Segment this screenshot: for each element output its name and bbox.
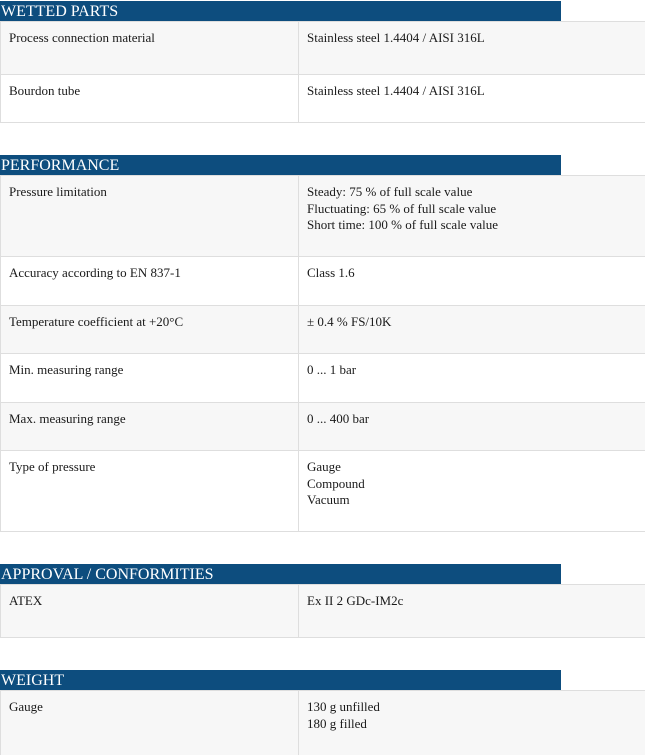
table-row [0,451,645,532]
table-approval-conformities [0,584,645,638]
row-value: ± 0.4 % FS/10K [307,314,392,329]
row-label: ATEX [0,585,299,637]
table-performance [0,175,645,532]
row-label: Max. measuring range [0,403,299,450]
row-value: Steady: 75 % of full scale value Fluctuating: 65 % of full scale value Short time: 100 % of full scale value [307,184,498,232]
table-row [0,75,645,123]
section-header-performance: PERFORMANCE [0,155,561,175]
row-value: Stainless steel 1.4404 / AISI 316L [307,83,485,98]
row-label: Gauge [0,691,299,755]
table-row [0,306,645,354]
row-label: Type of pressure [0,451,299,531]
table-weight [0,690,645,755]
row-value: 130 g unfilled 180 g filled [307,699,380,731]
row-value: Class 1.6 [307,265,355,280]
row-value: Stainless steel 1.4404 / AISI 316L [307,30,485,45]
row-label: Min. measuring range [0,354,299,402]
row-value: 0 ... 400 bar [307,411,370,426]
table-row [0,176,645,257]
section-header-wetted-parts: WETTED PARTS [0,1,561,21]
row-label: Temperature coefficient at +20°C [0,306,299,353]
row-label: Pressure limitation [0,176,299,256]
table-row [0,403,645,451]
row-value: Gauge Compound Vacuum [307,459,365,507]
table-row [0,257,645,306]
table-wetted-parts [0,21,645,123]
table-row [0,22,645,75]
row-label: Bourdon tube [0,75,299,122]
row-label: Accuracy according to EN 837-1 [0,257,299,305]
row-value: 0 ... 1 bar [307,362,357,377]
table-row [0,585,645,638]
table-row [0,354,645,403]
table-row [0,691,645,755]
row-label: Process connection material [0,22,299,74]
section-header-approval-conformities: APPROVAL / CONFORMITIES [0,564,561,584]
row-value: Ex II 2 GDc-IM2c [307,593,404,608]
section-header-weight: WEIGHT [0,670,561,690]
